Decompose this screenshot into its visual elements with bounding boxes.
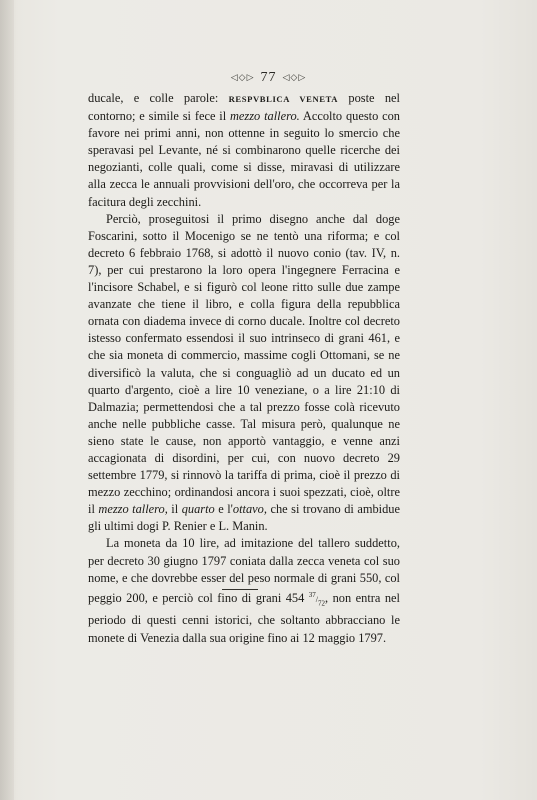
p2-text-3: e l' xyxy=(214,502,233,517)
p2-italic-quarto: quarto xyxy=(181,502,215,517)
left-ornament-icon: ◁◇▷ xyxy=(230,72,255,83)
p1-italic-term: mezzo tallero. xyxy=(229,109,300,124)
fraction-slash: / xyxy=(315,594,319,604)
right-ornament-icon: ◁◇▷ xyxy=(282,72,307,83)
p3-text-2: , non entra nel periodo di questi cenni istorici, che soltanto abbracciano le monete di Venezia dalla sua origine fino ai 12 maggio 1797. xyxy=(88,590,400,645)
p2-text-1: Perciò, proseguitosi il primo disegno anche dal doge Foscarini, sotto il Mocenigo se ne tentò una riforma; e col decreto 6 febbraio 1768, si adottò il nuovo conio (tav. IV, n. 7), per cui prestarono la loro opera l'ingegnere Ferracina e l'incisore Schabel, e si figurò col leone ritto sulle due zampe avanzate che tiene il libro, e colla figura della repubblica ornata con diadema invece di corno ducale. Inoltre col decreto istesso confermato essendosi il suo intrinseco di grani 461, e che sia moneta di commercio, massime cogli Ottomani, se ne diversificò la valuta, che si conguagliò ad un ducato ed un quarto d'argento, cioè a lire 10 veneziane, o a lire 21:10 di Dalmazia; permettendosi che a tal prezzo fosse colà ricevuto anche nelle pubbliche casse. Tal misura però, qualunque ne sieno state le cause, non apportò vantaggio, e venne anzi accagionata di disordini, per cui, con nuovo decreto 29 settembre 1779, si rinnovò la tariffa di prima, cioè il prezzo di mezzo zecchino; ordinandosi ancora i suoi spezzati, cioè, oltre il xyxy=(88,211,400,517)
p3-text-1: La moneta da 10 lire, ad imitazione del tallero suddetto, per decreto 30 giugno 1797 coniata dalla zecca veneta col suo nome, e che dovrebbe esser del peso normale di grani 550, col peggio 200, e perciò col fino di grani 454 xyxy=(88,536,400,605)
fraction-numerator: 37 xyxy=(308,590,316,599)
p2-italic-ottavo: ottavo, xyxy=(232,502,267,517)
fraction-denominator: 72 xyxy=(318,599,326,608)
p1-text-2: poste nel contorno; e simile si fece il xyxy=(88,91,400,124)
p2-text-2: il xyxy=(167,502,182,517)
page-number: 77 xyxy=(260,70,277,85)
p1-text-1: ducale, e colle parole: xyxy=(88,91,229,105)
p2-text-4: che si trovano di ambidue gli ultimi dogi P. Renier e L. Manin. xyxy=(88,502,401,534)
paragraph-1 xyxy=(88,90,400,211)
paragraph-2 xyxy=(88,211,400,536)
p2-italic-mezzo-tallero: mezzo tallero, xyxy=(98,502,168,517)
page-gutter-shadow xyxy=(0,0,14,800)
page-header xyxy=(0,70,537,86)
paragraph-3 xyxy=(88,535,400,646)
body-text xyxy=(88,90,400,647)
p1-legend-smallcaps: RESPVBLICA VENETA xyxy=(228,94,339,104)
closing-rule xyxy=(222,589,258,590)
p1-text-3: Accolto questo con favore nei primi anni, non ottenne in seguito lo smercio che speravasi pel Levante, né si combinarono quelle ricerche dei negozianti, colle quali, come si disse, miravasi di utilizzare alla zecca le annuali provvisioni dell'oro, che occorreva per la facitura degli zecchini. xyxy=(88,109,401,209)
